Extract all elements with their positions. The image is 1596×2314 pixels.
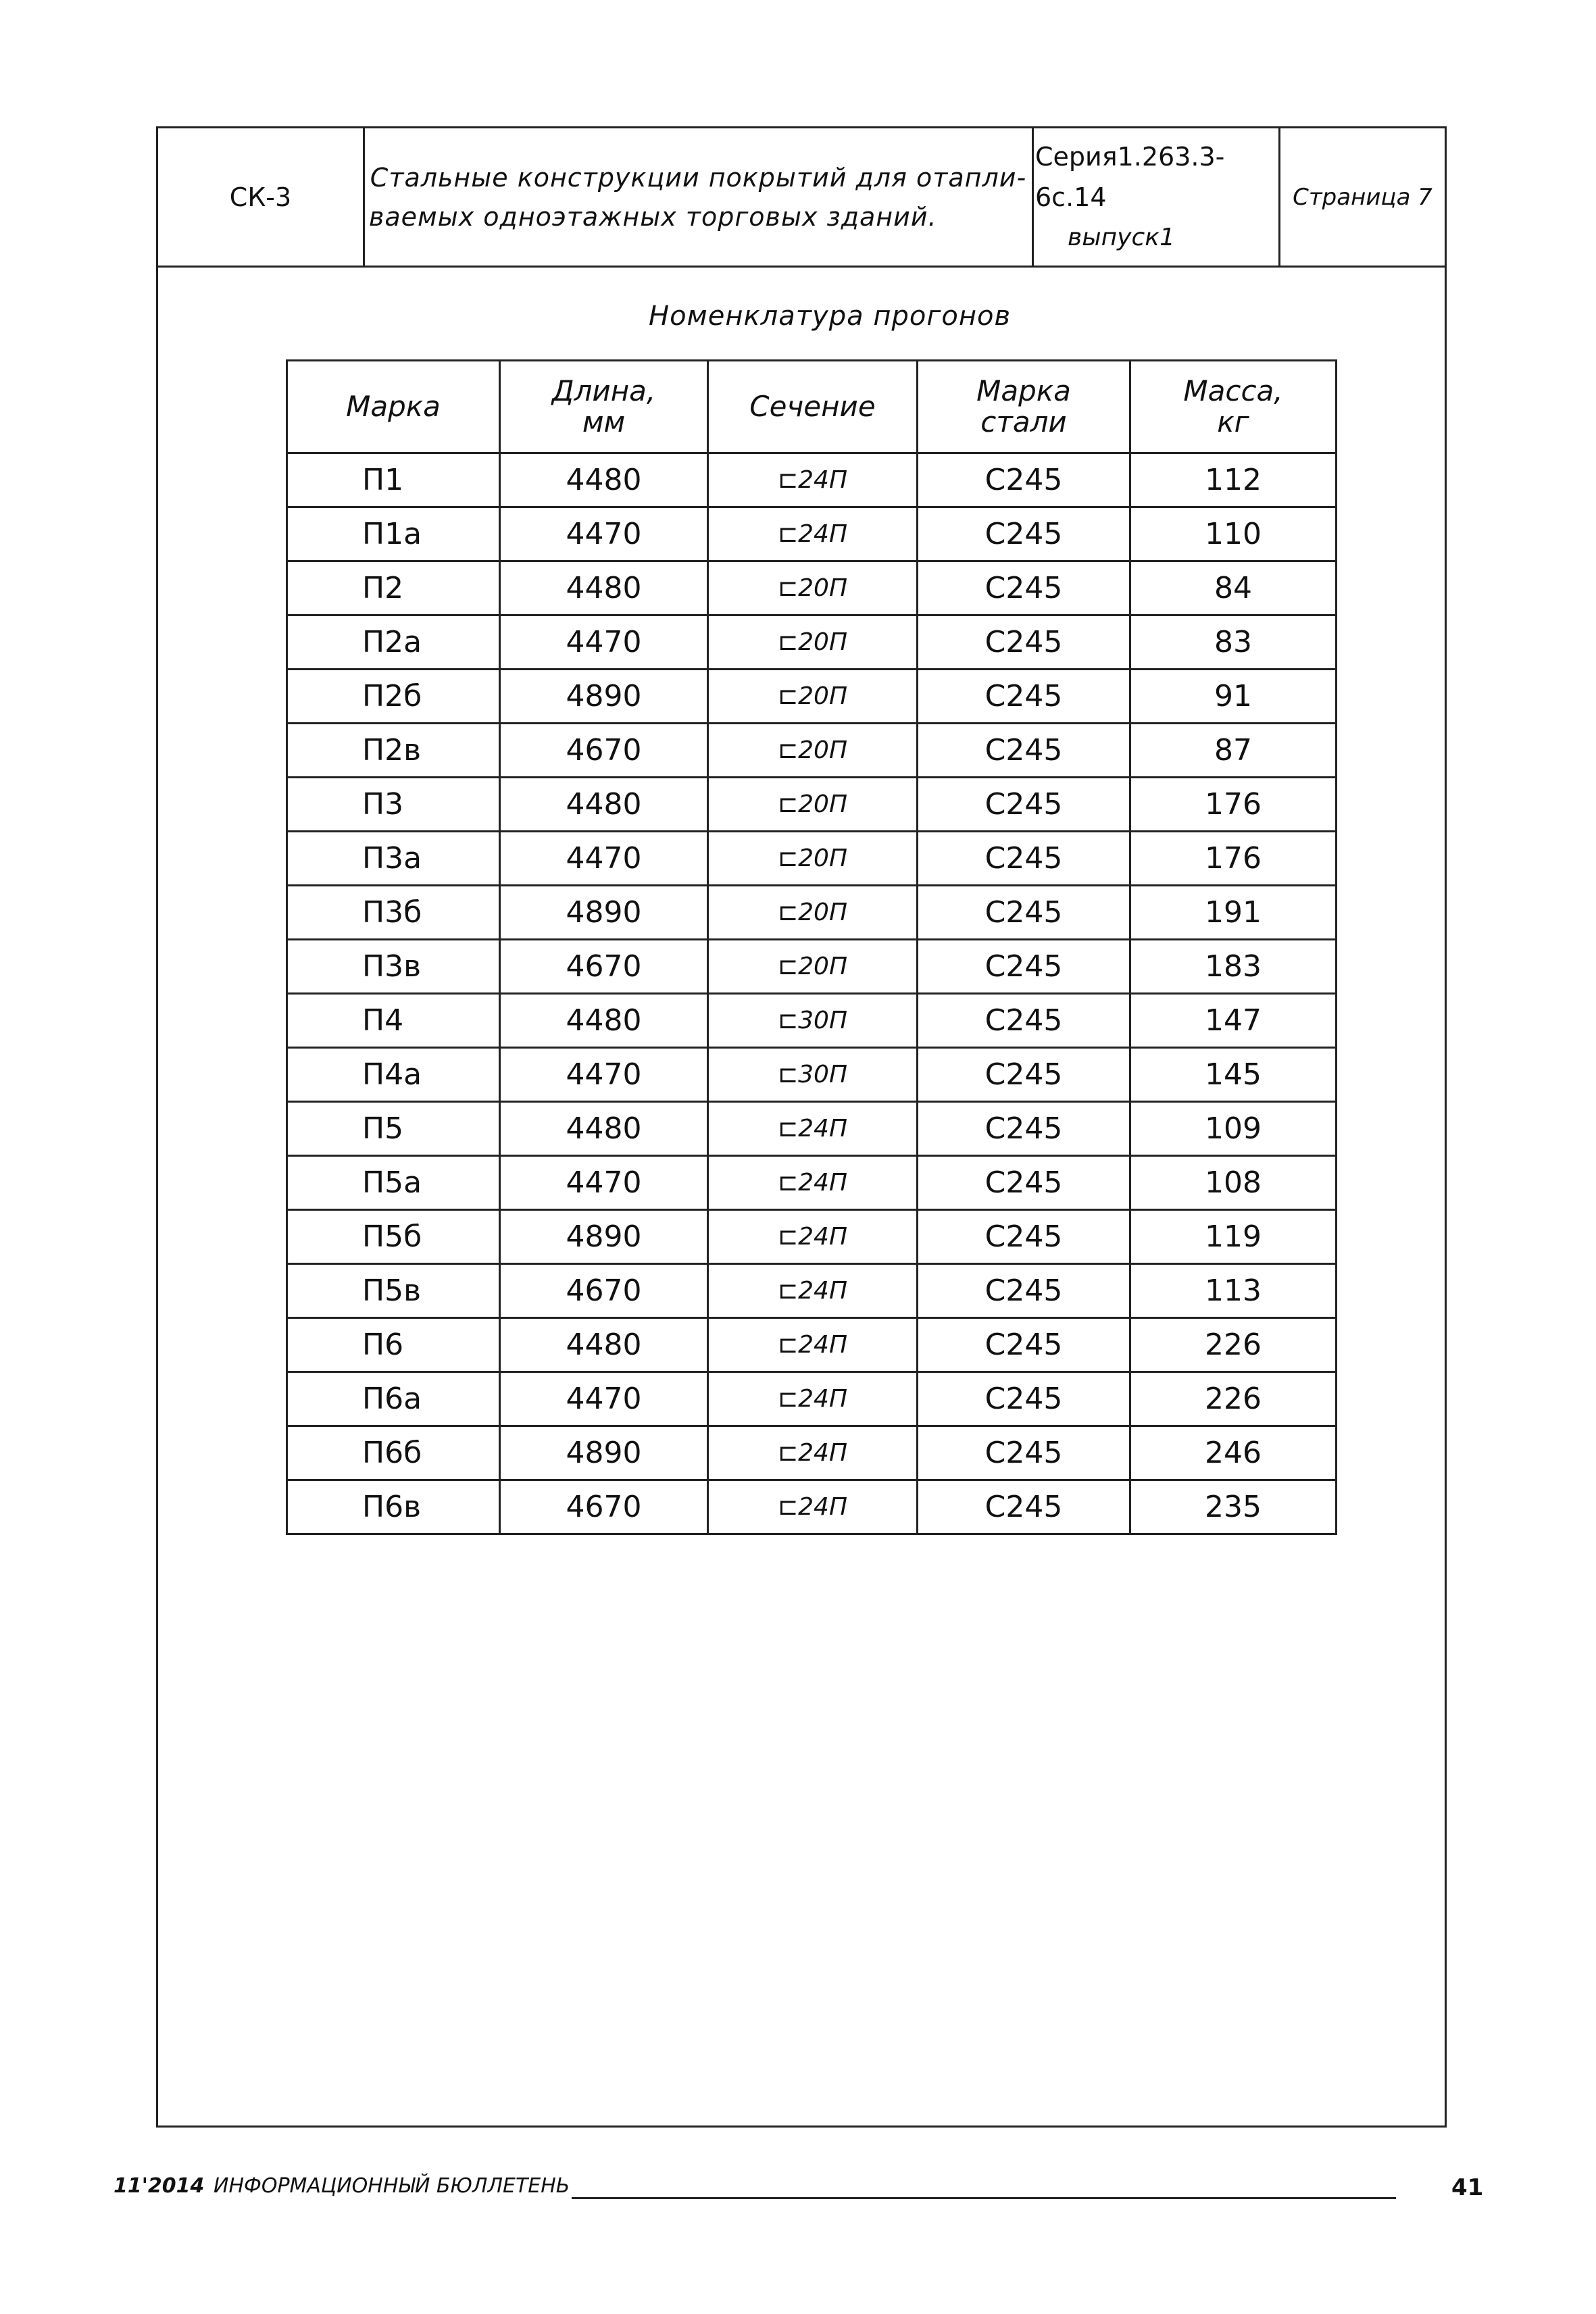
table-row bbox=[287, 886, 1337, 940]
cell-mass: 112 bbox=[1130, 453, 1337, 507]
column-header-text: Длина, bbox=[551, 374, 656, 407]
cell-mass: 147 bbox=[1130, 994, 1337, 1048]
cell-section: ⊏20П bbox=[708, 886, 918, 940]
cell-section: ⊏24П bbox=[708, 453, 918, 507]
cell-mark: П5а bbox=[287, 1156, 500, 1210]
cell-mark: П4 bbox=[287, 994, 500, 1048]
column-header-text: Масса, bbox=[1183, 374, 1283, 407]
cell-length: 4480 bbox=[500, 453, 708, 507]
cell-steel-grade: С245 bbox=[918, 561, 1130, 615]
cell-steel-grade: С245 bbox=[918, 724, 1130, 778]
cell-mark: П3 bbox=[287, 778, 500, 832]
document-title-line-1: Стальные конструкции покрытий для отапли- bbox=[370, 162, 1027, 193]
cell-steel-grade: С245 bbox=[918, 670, 1130, 724]
column-header-mass bbox=[1130, 361, 1337, 453]
cell-mass: 226 bbox=[1130, 1318, 1337, 1372]
footer-issue-date: 11'2014 bbox=[114, 2174, 205, 2198]
cell-mass: 108 bbox=[1130, 1156, 1337, 1210]
cell-steel-grade: С245 bbox=[918, 940, 1130, 994]
table-row bbox=[287, 453, 1337, 507]
cell-section: ⊏24П bbox=[708, 1480, 918, 1534]
cell-length: 4670 bbox=[500, 1480, 708, 1534]
cell-steel-grade: С245 bbox=[918, 453, 1130, 507]
cell-section: ⊏20П bbox=[708, 940, 918, 994]
cell-section: ⊏30П bbox=[708, 994, 918, 1048]
cell-length: 4890 bbox=[500, 1426, 708, 1480]
cell-steel-grade: С245 bbox=[918, 1264, 1130, 1318]
cell-section: ⊏20П bbox=[708, 561, 918, 615]
column-header-text: Марка bbox=[346, 390, 441, 423]
cell-section: ⊏20П bbox=[708, 670, 918, 724]
cell-section: ⊏24П bbox=[708, 1210, 918, 1264]
table-title: Номенклатура прогонов bbox=[649, 301, 1012, 332]
table-row bbox=[287, 1048, 1337, 1102]
cell-section: ⊏20П bbox=[708, 615, 918, 670]
column-header-text: кг bbox=[1217, 405, 1249, 438]
column-header-text: Сечение bbox=[749, 390, 876, 423]
cell-mark: П6а bbox=[287, 1372, 500, 1426]
cell-length: 4670 bbox=[500, 1264, 708, 1318]
column-header-steel-grade bbox=[918, 361, 1130, 453]
cell-mass: 191 bbox=[1130, 886, 1337, 940]
table-row bbox=[287, 1426, 1337, 1480]
footer-publication: ИНФОРМАЦИОННЫЙ БЮЛЛЕТЕНЬ bbox=[214, 2174, 570, 2198]
cell-section: ⊏24П bbox=[708, 1156, 918, 1210]
footer-page-number: 41 bbox=[1451, 2174, 1484, 2201]
cell-length: 4670 bbox=[500, 724, 708, 778]
series-block bbox=[1034, 128, 1280, 266]
table-row bbox=[287, 561, 1337, 615]
cell-mass: 176 bbox=[1130, 832, 1337, 886]
cell-length: 4890 bbox=[500, 1210, 708, 1264]
issue-number: выпуск1 bbox=[1068, 223, 1175, 251]
table-row bbox=[287, 1210, 1337, 1264]
cell-length: 4470 bbox=[500, 507, 708, 561]
cell-steel-grade: С245 bbox=[918, 1210, 1130, 1264]
cell-length: 4480 bbox=[500, 561, 708, 615]
cell-steel-grade: С245 bbox=[918, 1372, 1130, 1426]
cell-mass: 91 bbox=[1130, 670, 1337, 724]
cell-steel-grade: С245 bbox=[918, 832, 1130, 886]
cell-mass: 226 bbox=[1130, 1372, 1337, 1426]
cell-mark: П5в bbox=[287, 1264, 500, 1318]
cell-steel-grade: С245 bbox=[918, 994, 1130, 1048]
cell-section: ⊏24П bbox=[708, 1102, 918, 1156]
cell-mass: 183 bbox=[1130, 940, 1337, 994]
series-number: Серия1.263.3-6с.14 bbox=[1035, 141, 1225, 212]
cell-mass: 246 bbox=[1130, 1426, 1337, 1480]
table-header-row bbox=[287, 361, 1337, 453]
cell-steel-grade: С245 bbox=[918, 1102, 1130, 1156]
cell-steel-grade: С245 bbox=[918, 1426, 1130, 1480]
cell-section: ⊏20П bbox=[708, 778, 918, 832]
document-title-line-2: ваемых одноэтажных торговых зданий. bbox=[369, 201, 937, 232]
table-row bbox=[287, 994, 1337, 1048]
cell-section: ⊏24П bbox=[708, 1264, 918, 1318]
cell-mark: П6 bbox=[287, 1318, 500, 1372]
column-header-text: Марка bbox=[976, 374, 1071, 407]
cell-mark: П2а bbox=[287, 615, 500, 670]
document-title bbox=[365, 128, 1034, 266]
table-row bbox=[287, 1102, 1337, 1156]
cell-steel-grade: С245 bbox=[918, 615, 1130, 670]
table-row bbox=[287, 1318, 1337, 1372]
cell-length: 4480 bbox=[500, 1102, 708, 1156]
cell-mass: 87 bbox=[1130, 724, 1337, 778]
cell-mark: П1а bbox=[287, 507, 500, 561]
table-row bbox=[287, 1372, 1337, 1426]
cell-mass: 83 bbox=[1130, 615, 1337, 670]
cell-mass: 113 bbox=[1130, 1264, 1337, 1318]
cell-length: 4470 bbox=[500, 1156, 708, 1210]
table-row bbox=[287, 778, 1337, 832]
cell-mark: П3а bbox=[287, 832, 500, 886]
cell-steel-grade: С245 bbox=[918, 1318, 1130, 1372]
cell-steel-grade: С245 bbox=[918, 886, 1130, 940]
cell-mass: 109 bbox=[1130, 1102, 1337, 1156]
cell-length: 4470 bbox=[500, 832, 708, 886]
cell-section: ⊏24П bbox=[708, 1318, 918, 1372]
cell-length: 4480 bbox=[500, 778, 708, 832]
cell-section: ⊏20П bbox=[708, 832, 918, 886]
cell-mark: П1 bbox=[287, 453, 500, 507]
cell-section: ⊏20П bbox=[708, 724, 918, 778]
table-row bbox=[287, 507, 1337, 561]
title-block bbox=[158, 128, 1445, 268]
cell-mark: П6в bbox=[287, 1480, 500, 1534]
table-row bbox=[287, 940, 1337, 994]
cell-length: 4480 bbox=[500, 994, 708, 1048]
table-row bbox=[287, 615, 1337, 670]
cell-length: 4470 bbox=[500, 615, 708, 670]
cell-steel-grade: С245 bbox=[918, 507, 1130, 561]
cell-mass: 176 bbox=[1130, 778, 1337, 832]
table-row bbox=[287, 1264, 1337, 1318]
page-label: Страница 7 bbox=[1293, 183, 1432, 211]
cell-mark: П3в bbox=[287, 940, 500, 994]
purlin-nomenclature-table bbox=[286, 359, 1337, 1535]
cell-mark: П5 bbox=[287, 1102, 500, 1156]
cell-mark: П2в bbox=[287, 724, 500, 778]
cell-mass: 110 bbox=[1130, 507, 1337, 561]
cell-mass: 145 bbox=[1130, 1048, 1337, 1102]
table-row bbox=[287, 1156, 1337, 1210]
cell-section: ⊏24П bbox=[708, 1426, 918, 1480]
table-body bbox=[287, 453, 1337, 1534]
cell-section: ⊏30П bbox=[708, 1048, 918, 1102]
cell-mark: П3б bbox=[287, 886, 500, 940]
table-row bbox=[287, 724, 1337, 778]
page-footer bbox=[114, 2174, 1484, 2208]
cell-length: 4890 bbox=[500, 886, 708, 940]
cell-mark: П5б bbox=[287, 1210, 500, 1264]
cell-section: ⊏24П bbox=[708, 1372, 918, 1426]
cell-length: 4480 bbox=[500, 1318, 708, 1372]
cell-mass: 119 bbox=[1130, 1210, 1337, 1264]
column-header-text: стали bbox=[980, 405, 1067, 438]
cell-mark: П6б bbox=[287, 1426, 500, 1480]
cell-length: 4470 bbox=[500, 1372, 708, 1426]
cell-steel-grade: С245 bbox=[918, 778, 1130, 832]
column-header-length bbox=[500, 361, 708, 453]
cell-mark: П2 bbox=[287, 561, 500, 615]
column-header-mark bbox=[287, 361, 500, 453]
column-header-section bbox=[708, 361, 918, 453]
cell-mass: 235 bbox=[1130, 1480, 1337, 1534]
table-row bbox=[287, 832, 1337, 886]
column-header-text: мм bbox=[582, 405, 626, 438]
footer-rule bbox=[572, 2197, 1396, 2199]
cell-length: 4670 bbox=[500, 940, 708, 994]
cell-mark: П4а bbox=[287, 1048, 500, 1102]
cell-mass: 84 bbox=[1130, 561, 1337, 615]
document-code: СК-3 bbox=[158, 128, 365, 266]
table-row bbox=[287, 1480, 1337, 1534]
cell-mark: П2б bbox=[287, 670, 500, 724]
cell-steel-grade: С245 bbox=[918, 1480, 1130, 1534]
cell-length: 4470 bbox=[500, 1048, 708, 1102]
cell-section: ⊏24П bbox=[708, 507, 918, 561]
cell-length: 4890 bbox=[500, 670, 708, 724]
table-row bbox=[287, 670, 1337, 724]
cell-steel-grade: С245 bbox=[918, 1156, 1130, 1210]
cell-steel-grade: С245 bbox=[918, 1048, 1130, 1102]
